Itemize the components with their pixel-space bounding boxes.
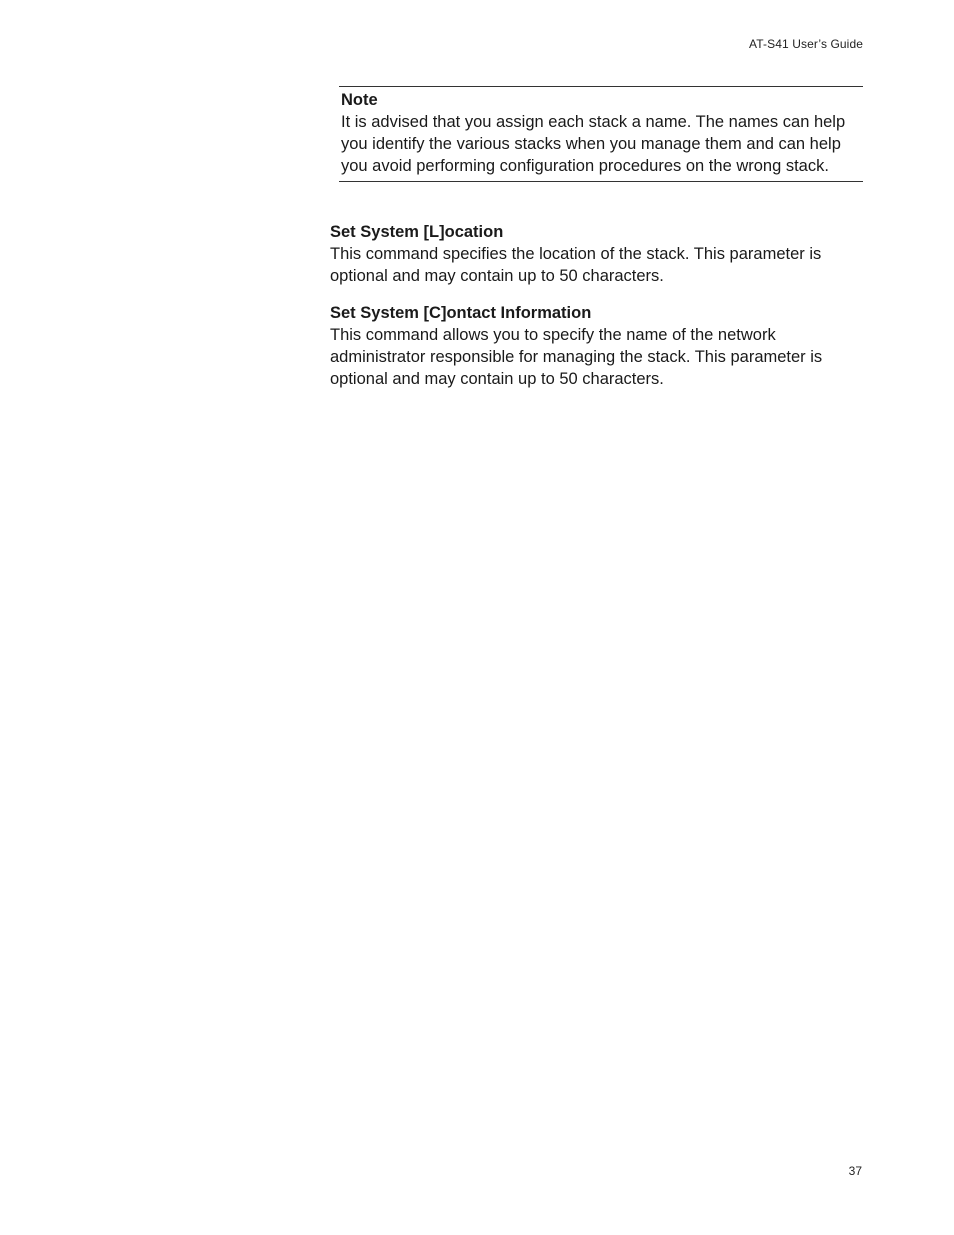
note-title: Note <box>341 91 378 109</box>
section-body: This command allows you to specify the name of the network administrator responsible for managing the stack. This parameter is optional and may contain up to 50 characters. <box>330 326 823 388</box>
section-heading: Set System [C]ontact Information <box>330 304 592 322</box>
section-set-system-contact <box>330 302 850 390</box>
section-set-system-location <box>330 221 850 287</box>
page-number: 37 <box>848 1164 862 1178</box>
note-body: It is advised that you assign each stack a name. The names can help you identify the various stacks when you manage them and can help you avoid performing configuration procedures on the wrong stack. <box>341 113 846 175</box>
note-box <box>339 86 863 182</box>
section-body: This command specifies the location of the stack. This parameter is optional and may contain up to 50 characters. <box>330 245 822 285</box>
section-heading: Set System [L]ocation <box>330 223 504 241</box>
running-header: AT-S41 User’s Guide <box>749 37 863 51</box>
